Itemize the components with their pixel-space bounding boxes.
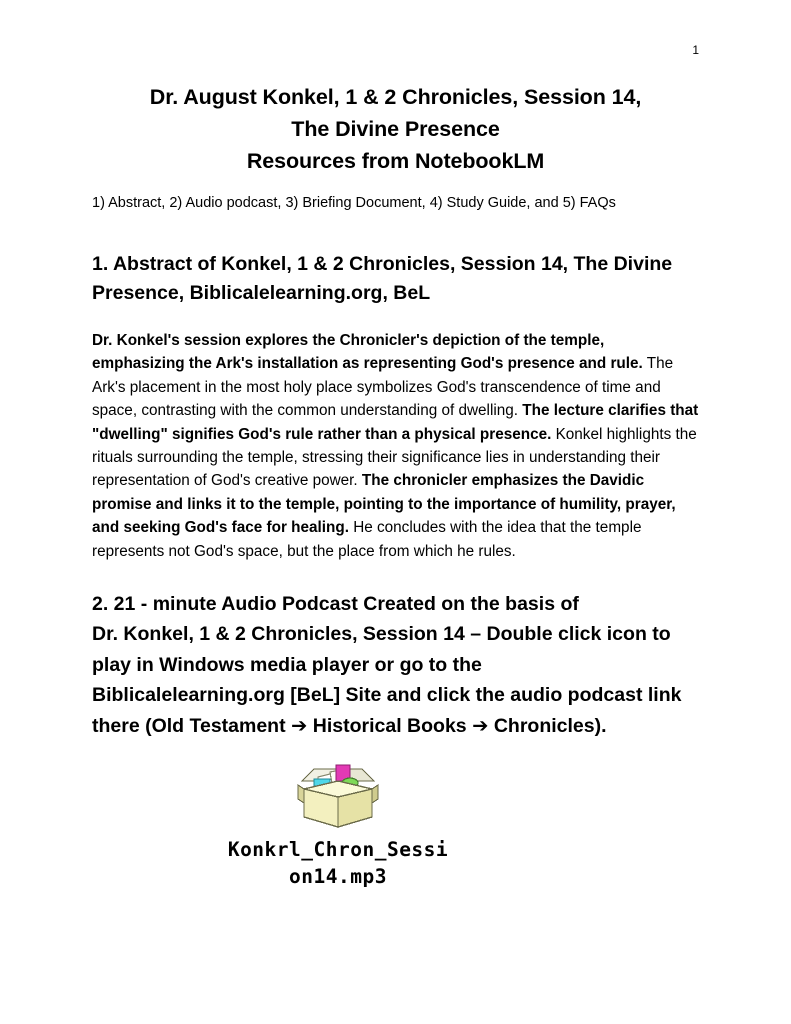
right-arrow-icon: ➔ — [291, 713, 308, 737]
page-title — [92, 0, 699, 177]
right-arrow-icon-2: ➔ — [472, 713, 489, 737]
abstract-part-2: The Ark's placement in the most holy place symbolizes God's transcendence of time and space, contrasting with the common understanding of dwelling. — [92, 355, 674, 420]
title-line-2: The Divine Presence — [291, 116, 500, 141]
abstract-part-4: Konkel highlights the rituals surrounding the temple, stressing their significance lies in understanding their representation of God's creative power. — [92, 425, 697, 490]
abstract-part-6: He concludes with the idea that the temple represents not God's space, but the place from which he rules. — [92, 519, 642, 560]
abstract-paragraph — [92, 309, 699, 563]
section-2-heading — [92, 563, 699, 742]
attachment-file-name-line-1: Konkrl_Chron_Sessi — [227, 838, 449, 862]
title-line-3: Resources from NotebookLM — [246, 148, 545, 173]
section-2-heading-line-1: 2. 21 - minute Audio Podcast Created on the basis of — [92, 592, 579, 615]
abstract-part-3: The lecture clarifies that "dwelling" signifies God's rule rather than a physical presence. — [92, 402, 699, 443]
section-2-heading-line-5 — [92, 711, 699, 742]
section-2-heading-line-2: Dr. Konkel, 1 & 2 Chronicles, Session 14 – Double click icon to — [92, 623, 671, 646]
section-1-heading: 1. Abstract of Konkel, 1 & 2 Chronicles, Session 14, The Divine Presence, Biblicalelearning.org, BeL — [92, 252, 673, 305]
abstract-part-5: The chronicler emphasizes the Davidic promise and links it to the temple, pointing to the importance of humility, prayer, and seeking God's face for healing. — [92, 472, 676, 537]
section-2-heading-line-5-c: Chronicles). — [488, 714, 607, 737]
attachment-file-name-line-2: on14.mp3 — [289, 864, 387, 888]
abstract-part-1: Dr. Konkel's session explores the Chronicler's depiction of the temple, emphasizing the Ark's installation as representing God's presence and rule. — [92, 331, 643, 373]
resource-list-subtitle: 1) Abstract, 2) Audio podcast, 3) Briefing Document, 4) Study Guide, and 5) FAQs — [92, 195, 616, 212]
section-2-heading-line-5-b: Historical Books — [307, 714, 473, 737]
section-2-heading-line-4: Biblicalelearning.org [BeL] Site and click the audio podcast link — [92, 684, 682, 707]
section-2-heading-line-3: play in Windows media player or go to the — [92, 653, 482, 676]
audio-podcast-attachment[interactable] — [188, 741, 488, 889]
page-number: 1 — [692, 43, 699, 57]
section-2-heading-line-5-a: there (Old Testament — [92, 714, 292, 737]
title-line-1: Dr. August Konkel, 1 & 2 Chronicles, Session 14, — [149, 85, 642, 109]
package-media-file-icon[interactable] — [288, 755, 388, 836]
